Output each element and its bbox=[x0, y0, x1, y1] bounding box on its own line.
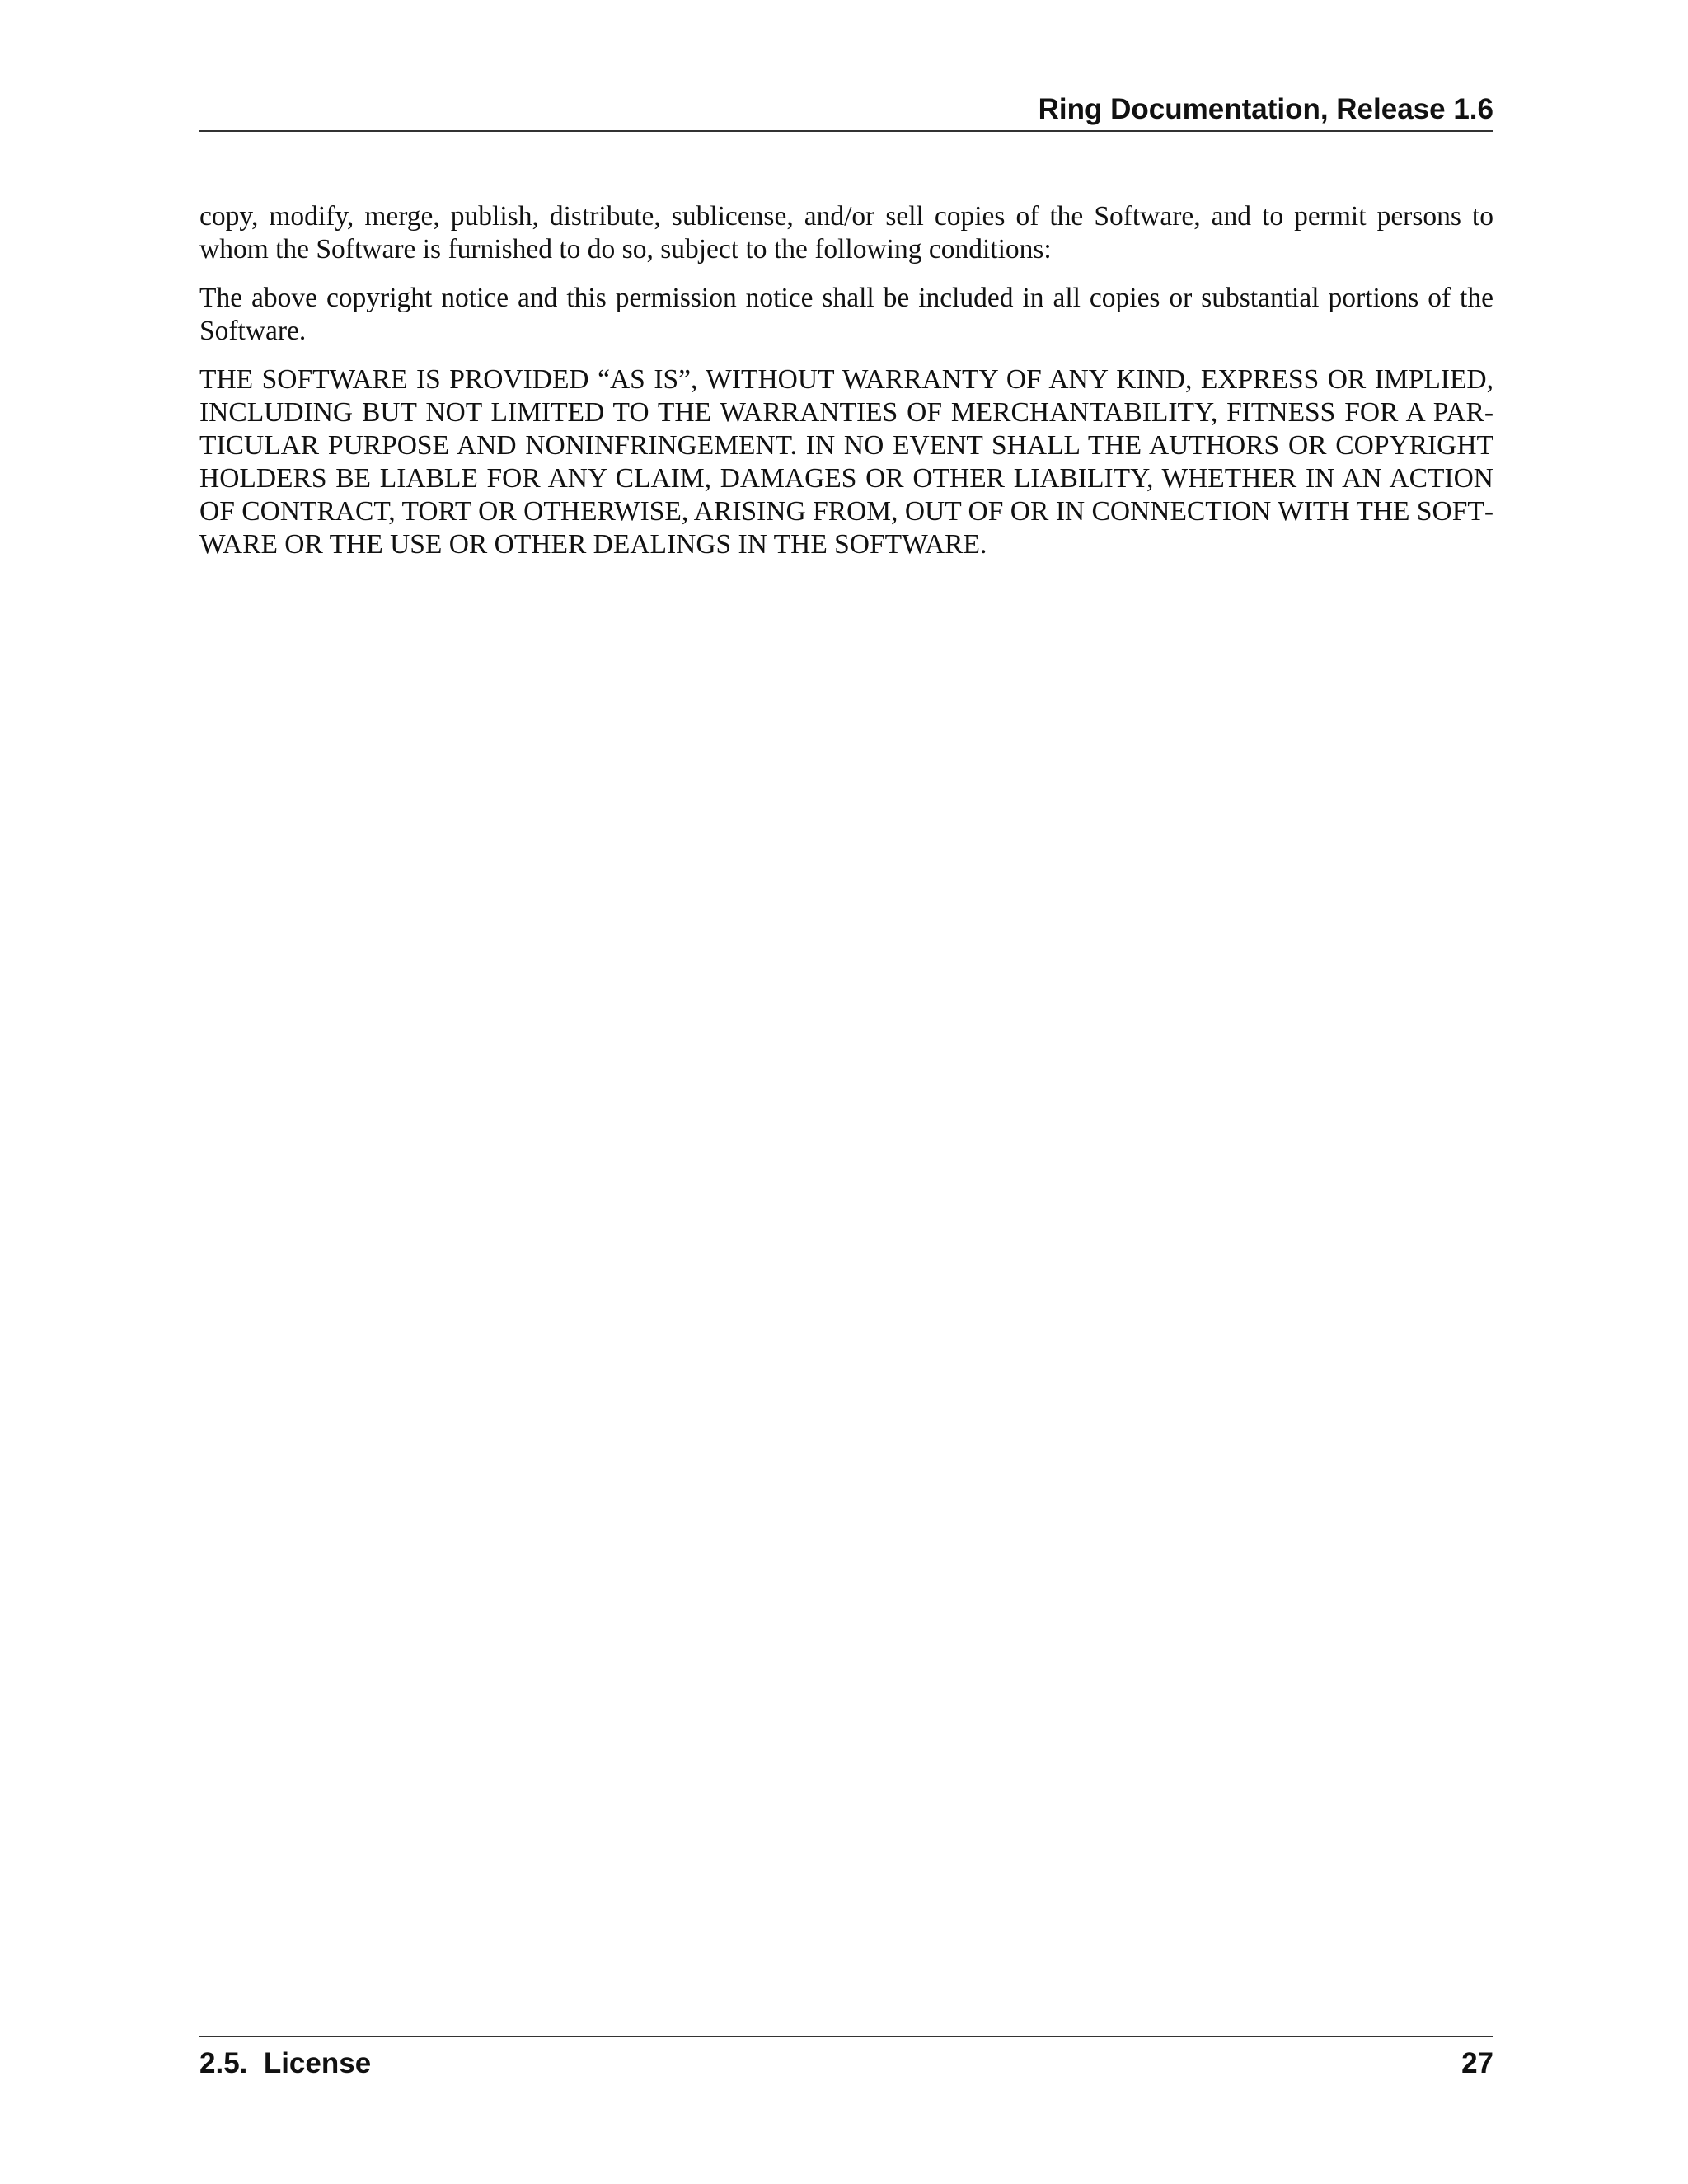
paragraph-license-grant: copy, modify, merge, publish, distribute, sublicense, and/or sell copies of the Software, and to permit persons to whom the Software is furnished to do so, subject to the following conditions: bbox=[199, 201, 1493, 265]
paragraph-warranty-disclaimer: THE SOFTWARE IS PROVIDED “AS IS”, WITHOUT WARRANTY OF ANY KIND, EXPRESS OR IMPLIED, INCLUDING BUT NOT LIMITED TO THE WARRANTIES OF MERCHANTABILITY, FITNESS FOR A PARTICULAR PURPOSE AND NONINFRINGEMENT. IN NO EVENT SHALL THE AUTHORS OR COPYRIGHT HOLDERS BE LIABLE FOR ANY CLAIM, DAMAGES OR OTHER LIABILITY, WHETHER IN AN ACTION OF CONTRACT, TORT OR OTHERWISE, ARISING FROM, OUT OF OR IN CONNECTION WITH THE SOFTWARE OR THE USE OR OTHER DEALINGS IN THE SOFTWARE. bbox=[199, 364, 1493, 560]
running-header bbox=[199, 89, 1493, 132]
header-title: Ring Documentation, Release 1.6 bbox=[1038, 93, 1493, 125]
page-body bbox=[199, 200, 1493, 577]
paragraph-copyright-notice: The above copyright notice and this permission notice shall be included in all copies or substantial portions of the Software. bbox=[199, 283, 1493, 346]
page-number: 27 bbox=[1461, 2047, 1493, 2079]
running-footer bbox=[199, 2036, 1493, 2080]
footer-section-title: 2.5. License bbox=[199, 2047, 372, 2079]
